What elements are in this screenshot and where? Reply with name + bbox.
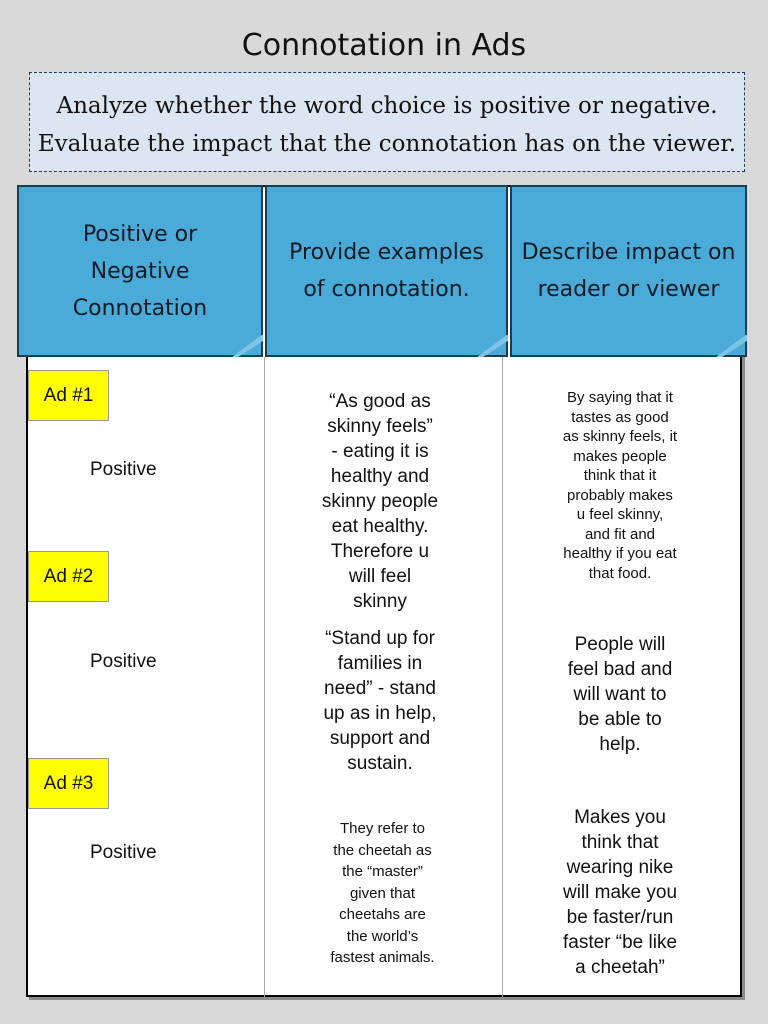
ad-1-connotation: Positive xyxy=(90,459,157,480)
ad-1-example: “As good as skinny feels” - eating it is healthy and skinny people eat healthy. Therefore u will feel skinny xyxy=(321,391,439,612)
ad-2-connotation: Positive xyxy=(90,651,157,672)
column-divider xyxy=(264,357,265,997)
ad-1-tag: Ad #1 xyxy=(28,370,109,421)
header-impact xyxy=(510,185,747,357)
ad-3-example: They refer to the cheetah as the “master” given that cheetahs are the world’s fastest animals. xyxy=(330,820,435,966)
instructions-box xyxy=(29,72,745,172)
ad-2-tag: Ad #2 xyxy=(28,551,109,602)
ad-1-impact: By saying that it tastes as good as skinny feels, it makes people think that it probably makes u feel skinny, and fit and healthy if you eat that food. xyxy=(562,389,678,582)
ad-3-impact: Makes you think that wearing nike will make you be faster/run faster “be like a cheetah” xyxy=(562,807,678,978)
page-title: Connotation in Ads xyxy=(241,28,527,63)
header-examples-label: Provide examples of connotation. xyxy=(289,240,484,302)
header-examples xyxy=(265,185,508,357)
ad-2-example: “Stand up for families in need” - stand up as in help, support and sustain. xyxy=(323,628,437,774)
ad-3-tag: Ad #3 xyxy=(28,758,109,809)
column-divider xyxy=(502,357,503,997)
header-connotation xyxy=(17,185,263,357)
header-connotation-label: Positive or Negative Connotation xyxy=(72,221,208,321)
ad-2-impact: People will feel bad and will want to be able to help. xyxy=(567,634,673,755)
instruction-line-1: Analyze whether the word choice is positive or negative. xyxy=(56,93,718,119)
header-impact-label: Describe impact on reader or viewer xyxy=(521,240,736,302)
instruction-line-2: Evaluate the impact that the connotation has on the viewer. xyxy=(37,131,737,157)
ad-3-connotation: Positive xyxy=(90,842,157,863)
